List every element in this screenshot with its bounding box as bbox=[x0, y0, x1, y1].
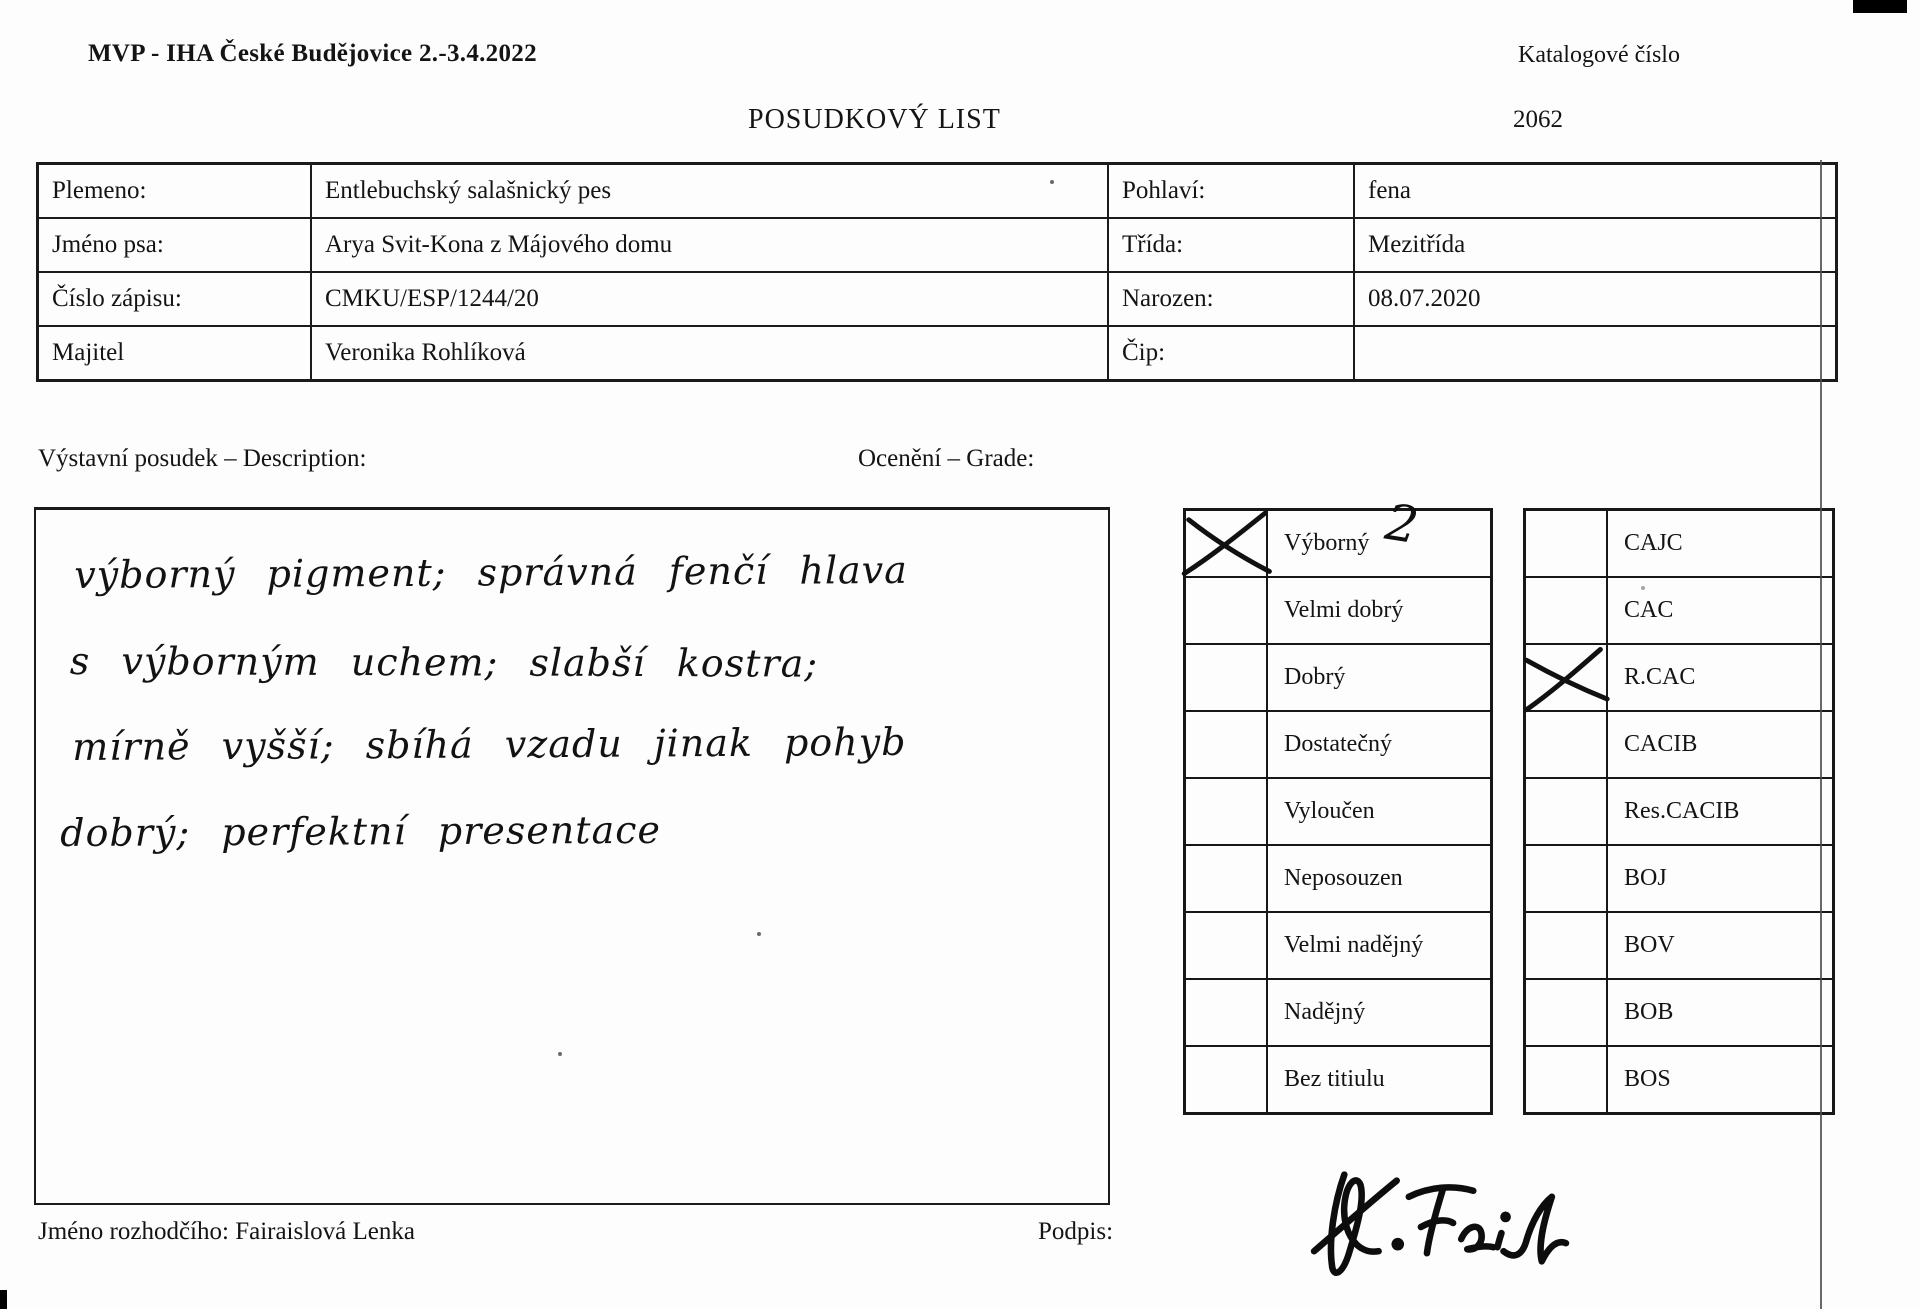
scan-artifact-right-line bbox=[1820, 160, 1822, 1309]
title-label: BOV bbox=[1624, 932, 1675, 958]
scan-speck bbox=[1641, 586, 1645, 590]
title-label: BOS bbox=[1624, 1066, 1671, 1092]
title-row bbox=[1526, 643, 1832, 710]
grade-checkbox-cell bbox=[1186, 980, 1268, 1045]
handwritten-grade-note: 2 bbox=[1381, 492, 1423, 556]
title-checkbox-cell bbox=[1526, 578, 1608, 643]
title-checkbox-cell bbox=[1526, 980, 1608, 1045]
description-box bbox=[34, 507, 1110, 1205]
info-label: Třída: bbox=[1108, 218, 1354, 272]
grade-checkbox-cell bbox=[1186, 578, 1268, 643]
grade-checkbox-cell bbox=[1186, 1047, 1268, 1112]
grade-checkbox-cell bbox=[1186, 779, 1268, 844]
event-title: MVP - IHA České Budějovice 2.-3.4.2022 bbox=[88, 40, 537, 67]
scan-artifact-bottom-left bbox=[0, 1290, 7, 1309]
title-label: CAJC bbox=[1624, 530, 1683, 556]
title-checkbox-cell bbox=[1526, 712, 1608, 777]
grade-label: Bez titiulu bbox=[1284, 1066, 1385, 1092]
grade-row bbox=[1186, 911, 1490, 978]
grade-row bbox=[1186, 1045, 1490, 1112]
catalog-number-value: 2062 bbox=[1513, 106, 1563, 133]
grade-checkbox-cell bbox=[1186, 645, 1268, 710]
grade-label: Nadějný bbox=[1284, 999, 1366, 1025]
handwriting-line: s výborným uchem; slabší kostra; bbox=[69, 638, 819, 686]
title-row bbox=[1526, 777, 1832, 844]
grade-checkbox-cell bbox=[1186, 712, 1268, 777]
judge-name: Fairaislová Lenka bbox=[235, 1218, 415, 1245]
title-label: R.CAC bbox=[1624, 664, 1696, 690]
info-value: Mezitřída bbox=[1354, 218, 1837, 272]
grade-label: Dostatečný bbox=[1284, 731, 1392, 757]
title-row bbox=[1526, 978, 1832, 1045]
x-mark-icon bbox=[1522, 643, 1612, 712]
info-row-cislo-zapisu bbox=[38, 272, 1837, 326]
handwriting-line: mírně vyšší; sbíhá vzadu jinak pohyb bbox=[72, 719, 907, 769]
info-value: Arya Svit-Kona z Májového domu bbox=[311, 218, 1108, 272]
grade-label: Velmi dobrý bbox=[1284, 597, 1404, 623]
info-row-plemeno bbox=[38, 164, 1837, 219]
info-label: Jméno psa: bbox=[38, 218, 312, 272]
title-label: BOB bbox=[1624, 999, 1674, 1025]
info-value: Veronika Rohlíková bbox=[311, 326, 1108, 381]
grade-row bbox=[1186, 576, 1490, 643]
grade-row bbox=[1186, 844, 1490, 911]
title-row bbox=[1526, 1045, 1832, 1112]
grade-label: Vyloučen bbox=[1284, 798, 1375, 824]
grade-label: Neposouzen bbox=[1284, 865, 1403, 891]
grade-label: Výborný 2 bbox=[1284, 492, 1423, 556]
document-title: POSUDKOVÝ LIST bbox=[748, 104, 1001, 135]
judge-signature bbox=[1300, 1152, 1572, 1294]
title-checkbox-cell bbox=[1526, 511, 1608, 576]
grade-label: Velmi nadějný bbox=[1284, 932, 1424, 958]
grade-label: Dobrý bbox=[1284, 664, 1346, 690]
title-table bbox=[1523, 508, 1835, 1115]
catalog-number-label: Katalogové číslo bbox=[1518, 42, 1680, 68]
info-label: Číslo zápisu: bbox=[38, 272, 312, 326]
title-checkbox-cell bbox=[1526, 779, 1608, 844]
x-mark-icon bbox=[1182, 509, 1272, 578]
scan-speck bbox=[1050, 180, 1054, 184]
info-label: Pohlaví: bbox=[1108, 164, 1354, 219]
grade-checkbox-cell bbox=[1186, 511, 1268, 576]
info-label: Plemeno: bbox=[38, 164, 312, 219]
description-section-label: Výstavní posudek – Description: bbox=[38, 445, 367, 472]
scan-artifact-top-right bbox=[1853, 0, 1907, 13]
title-label: CAC bbox=[1624, 597, 1674, 623]
info-value: CMKU/ESP/1244/20 bbox=[311, 272, 1108, 326]
dog-info-table bbox=[36, 162, 1838, 382]
grade-row bbox=[1186, 777, 1490, 844]
info-row-majitel bbox=[38, 326, 1837, 381]
title-checkbox-cell bbox=[1526, 645, 1608, 710]
grade-checkbox-cell bbox=[1186, 913, 1268, 978]
judge-label: Jméno rozhodčího: bbox=[38, 1218, 229, 1245]
title-checkbox-cell bbox=[1526, 846, 1608, 911]
scan-speck bbox=[558, 1052, 562, 1056]
grade-row bbox=[1186, 978, 1490, 1045]
scan-speck bbox=[757, 932, 761, 936]
signature-label: Podpis: bbox=[1038, 1218, 1114, 1245]
grade-row bbox=[1186, 710, 1490, 777]
info-value: Entlebuchský salašnický pes bbox=[311, 164, 1108, 219]
info-label: Čip: bbox=[1108, 326, 1354, 381]
grade-checkbox-cell bbox=[1186, 846, 1268, 911]
grade-section-label: Ocenění – Grade: bbox=[858, 445, 1035, 472]
info-label: Narozen: bbox=[1108, 272, 1354, 326]
judge-name-line bbox=[38, 1218, 415, 1246]
title-row bbox=[1526, 576, 1832, 643]
title-row bbox=[1526, 511, 1832, 576]
title-row bbox=[1526, 911, 1832, 978]
handwriting-line: výborný pigment; správná fenčí hlava bbox=[74, 547, 908, 597]
title-label: BOJ bbox=[1624, 865, 1667, 891]
title-label: Res.CACIB bbox=[1624, 798, 1740, 824]
info-label: Majitel bbox=[38, 326, 312, 381]
info-row-jmeno bbox=[38, 218, 1837, 272]
title-checkbox-cell bbox=[1526, 913, 1608, 978]
title-row bbox=[1526, 844, 1832, 911]
title-checkbox-cell bbox=[1526, 1047, 1608, 1112]
title-row bbox=[1526, 710, 1832, 777]
grade-row bbox=[1186, 492, 1490, 576]
title-label: CACIB bbox=[1624, 731, 1698, 757]
grade-table bbox=[1183, 492, 1493, 1115]
handwriting-line: dobrý; perfektní presentace bbox=[60, 807, 662, 855]
info-value: fena bbox=[1354, 164, 1837, 219]
info-value bbox=[1354, 326, 1837, 381]
grade-row bbox=[1186, 643, 1490, 710]
info-value: 08.07.2020 bbox=[1354, 272, 1837, 326]
